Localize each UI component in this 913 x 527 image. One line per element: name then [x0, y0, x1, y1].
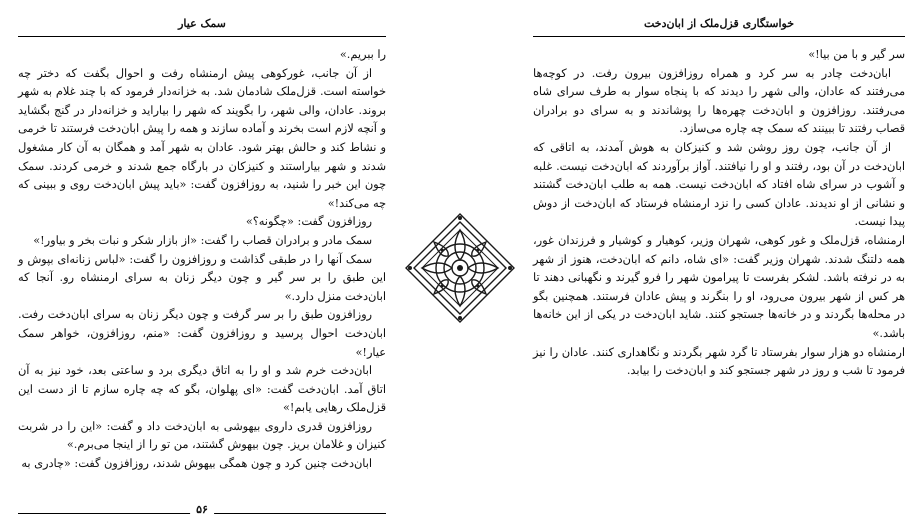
right-page-body — [533, 46, 905, 381]
paragraph: را ببریم.» — [339, 48, 386, 61]
left-page-header-title: سمک عیار — [178, 17, 226, 30]
right-header-rule — [533, 36, 905, 37]
paragraph: سمک آنها را در طبقی گذاشت و روزافزون را گفت: «لباس زنانه‌ای بپوش و این طبق را بر سر گیر و چون دیگر زنان به سرای ارمنشاه رو. آنجا که ابان‌دخت منزل دارد.» — [18, 252, 386, 303]
paragraph: روزافزون گفت: «چگونه؟» — [245, 215, 372, 229]
arabesque-ornament-icon — [404, 212, 516, 324]
paragraph: ابان‌دخت چادر به سر کرد و همراه روزافزون بیرون رفت. در کوچه‌ها می‌رفتند که عادان، والی شهر را دیدند که با پنجاه سوار به طرف سرای شاه می‌رفتند. روزافزون و ابان‌دخت چهره‌ها را پوشاندند و به سرای دو برادران قصاب رفتند تا ببینند که سمک چه چاره می‌سازد. — [533, 66, 905, 136]
paragraph: از آن جانب، غورکوهی پیش ارمنشاه رفت و احوال بگفت که دختر چه خواسته است. قزل‌ملک شادمان شد. به خزانه‌دار فرمود که با چند غلام به شهر بروند. عادان، والی شهر، را بگویند که شهر را بیاراید و خزانه‌دار در گنج بگشاید و آنچه لازم است بخرند و آماده سازند و همه را پیش ابان‌دخت فرستند تا خرمی و نشاط کند و حالش بهتر شود. عادان به شهر آمد و همگان به آن کار مشغول شدند و شهر بیاراستند و کنیزکان در بارگاه جمع شدند و خرمی کردند. سمک چون این خبر را شنید، به روزافزون گفت: «باید پیش ابان‌دخت روی و ببینی که چه می‌کند!» — [18, 66, 386, 210]
paragraph: ارمنشاه، قزل‌ملک و غور کوهی، شهران وزیر، کوهیار و کوشیار و فرزندان غور، همه دلتنگ شدند. شهران وزیر گفت: «ای شاه، دانم که ابان‌دخت، هنوز از شهر به در نرفته باشد. لشکر بفرست تا پیرامون شهر را فرو گیرند و نگهبانی دهند تا هر کس از شهر بیرون می‌رود، او را بنگرند و پیش عادان فرستند. همچنین بگو در محله‌ها بگردند و در خانه‌ها جستجو کنند. شاید ابان‌دخت در یکی از این خانه‌ها باشد.» — [533, 233, 905, 340]
left-header-rule — [18, 36, 386, 37]
page-number: ۵۶ — [190, 503, 214, 516]
paragraph: روزافزون قدری داروی بیهوشی به ابان‌دخت داد و گفت: «این را در شربت کنیزان و غلامان بریز. چون بیهوش گشتند، من تو را از اینجا می‌برم.» — [18, 419, 386, 452]
paragraph: ارمنشاه دو هزار سوار بفرستاد تا گرد شهر بگردند و نگاهداری کنند. عادان را نیز فرمود تا شب و روز در شهر جستجو کند و ابان‌دخت را بیابد. — [533, 345, 905, 378]
paragraph: سمک مادر و برادران قصاب را گفت: «از بازار شکر و نبات بخر و بیاور!» — [33, 233, 372, 247]
right-page — [533, 0, 905, 527]
paragraph: ابان‌دخت چنین کرد و چون همگی بیهوش شدند، روزافزون گفت: «چادری به — [21, 457, 372, 471]
left-page — [18, 0, 386, 527]
left-page-body — [18, 46, 386, 474]
paragraph: از آن جانب، چون روز روشن شد و کنیزکان به هوش آمدند، به اتاقی که ابان‌دخت در آن بود، رفتند و او را نیافتند. آواز برآوردند که ابان‌دخت نیست. غلبه و آشوب در سرای شاه افتاد که ابان‌دخت نیست. همه به طلب ابان‌دخت گشتند و نشانی از او ندیدند. عادان کسی را نزد ارمنشاه فرستاد که ابان‌دخت از دوش پیدا نیست. — [533, 140, 905, 229]
paragraph: روزافزون طبق را بر سر گرفت و چون دیگر زنان به سرای ابان‌دخت رفت. ابان‌دخت احوال پرسید و روزافزون گفت: «منم، روزافزون، خواهر سمک عیار!» — [18, 308, 386, 359]
right-page-header-title: خواستگاری قزل‌ملک از ابان‌دخت — [643, 17, 795, 30]
paragraph: ابان‌دخت خرم شد و او را به اتاق دیگری برد و ساعتی بعد، خود نیز به آن اتاق آمد. ابان‌دخت گفت: «ای پهلوان، بگو که چه چاره سازم تا از دست این قزل‌ملک رهایی یابم!» — [18, 364, 386, 415]
paragraph: سر گیر و با من بیا!» — [808, 48, 905, 61]
